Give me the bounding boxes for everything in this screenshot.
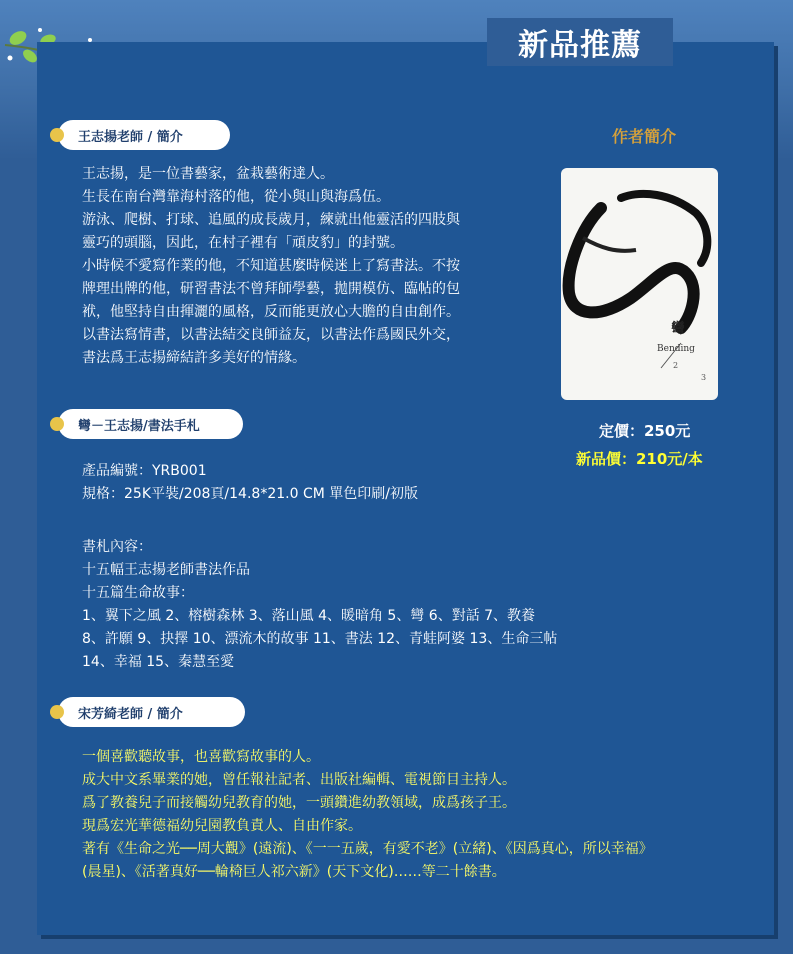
- stories-row: 8、許願 9、抉擇 10、漂流木的故事 11、書法 12、青蛙阿婆 13、生命三帖: [82, 631, 558, 647]
- calligraphy-brush-icon: [561, 168, 718, 400]
- section-header-author2: [58, 697, 245, 727]
- product-specs: [82, 460, 522, 506]
- product-contents: [82, 536, 682, 674]
- bio-line: 現爲宏光華德福幼兒園教負責人、自由作家。: [82, 818, 362, 834]
- bio-line: 小時候不愛寫作業的他，不知道甚麼時候迷上了寫書法。不按: [82, 258, 460, 274]
- bio-line: 著有《生命之光──周大觀》(遠流)、《一一五歲，有愛不老》(立緒)、《因爲真心，所以幸福》: [82, 841, 653, 857]
- bio-line: 以書法寫情書，以書法結交良師益友，以書法作爲國民外交，: [82, 327, 460, 343]
- bio-line: 靈巧的頭腦，因此，在村子裡有「頑皮豹」的封號。: [82, 235, 404, 251]
- svg-text:3: 3: [701, 373, 707, 382]
- bio-line: 王志揚，是一位書藝家，盆栽藝術達人。: [82, 166, 334, 182]
- bio-line: 生長在南台灣靠海村落的他，從小與山與海爲伍。: [82, 189, 390, 205]
- bio-line: 袱，他堅持自由揮灑的風格，反而能更放心大膽的自由創作。: [82, 304, 460, 320]
- bio-line: 一個喜歡聽故事，也喜歡寫故事的人。: [82, 749, 320, 765]
- bio-line: 成大中文系畢業的她，曾任報社記者、出版社編輯、電視節目主持人。: [82, 772, 516, 788]
- section-header-product: [58, 409, 243, 439]
- author1-bio: [82, 163, 522, 370]
- section-header-author1: [58, 120, 230, 150]
- bio-line: 書法爲王志揚締結許多美好的情緣。: [82, 350, 306, 366]
- section-title: 王志揚老師 / 簡介: [78, 129, 183, 145]
- author-intro-link[interactable]: 作者簡介: [612, 127, 677, 146]
- contents-line: 十五幅王志揚老師書法作品: [82, 562, 250, 578]
- section-title: 彎－王志揚/書法手札: [78, 418, 200, 434]
- contents-label: 書札內容：: [82, 539, 152, 555]
- bio-line: 爲了教養兒子而接觸幼兒教育的她，一頭鑽進幼教領域，成爲孩子王。: [82, 795, 516, 811]
- sale-price: 新品價：210元/本: [576, 450, 703, 468]
- bullet-dot-icon: [50, 705, 64, 719]
- bio-line: 牌理出牌的他，研習書法不曾拜師學藝，拋開模仿、臨帖的包: [82, 281, 460, 297]
- bio-line: (晨星)、《活著真好──輪椅巨人祁六新》(天下文化)……等二十餘書。: [82, 864, 506, 880]
- contents-line: 十五篇生命故事：: [82, 585, 194, 601]
- stories-row: 14、幸福 15、秦慧至愛: [82, 654, 235, 670]
- list-price: 定價：250元: [599, 422, 691, 440]
- author2-bio: [82, 746, 782, 884]
- cover-subtitle: Bending: [657, 344, 695, 354]
- page-header: [487, 18, 673, 66]
- bio-line: 游泳、爬樹、打球、追風的成長歲月，練就出他靈活的四肢與: [82, 212, 460, 228]
- page-title: 新品推薦: [518, 28, 642, 63]
- stories-row: 1、翼下之風 2、榕樹森林 3、落山風 4、暖暗角 5、彎 6、對話 7、教養: [82, 608, 536, 624]
- bullet-dot-icon: [50, 128, 64, 142]
- bullet-dot-icon: [50, 417, 64, 431]
- svg-text:2: 2: [673, 361, 679, 370]
- product-code: 產品編號：YRB001: [82, 463, 207, 479]
- product-spec: 規格：25K平裝/208頁/14.8*21.0 CM 單色印刷/初版: [82, 486, 418, 502]
- section-title: 宋芳綺老師 / 簡介: [78, 706, 183, 722]
- cover-title: 彎: [671, 321, 685, 337]
- book-cover-image[interactable]: [561, 168, 718, 400]
